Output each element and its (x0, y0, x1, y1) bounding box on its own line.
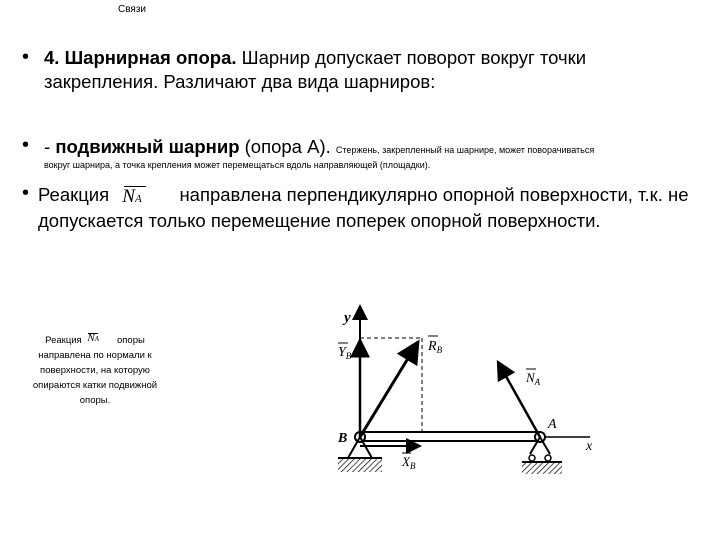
bullet-reaction-before: Реакция (38, 184, 110, 205)
bullet-hinged-support-text: Шарнир допускает поворот вокруг точки закрепления. Различают два вида шарниров: (44, 47, 587, 92)
bullet-movable-hinge (44, 136, 714, 161)
x-axis-label: x (586, 439, 593, 454)
caption-vector-symbol (84, 333, 114, 345)
bullet-marker: • (22, 182, 30, 204)
reaction-rb-letter: R (428, 339, 437, 354)
component-yb-letter: Y (338, 345, 346, 360)
reaction-symbol-subscript: A (134, 193, 142, 205)
bullet-movable-hinge-note-cont: вокруг шарнира, а точка крепления может перемещаться вдоль направляющей (площадки). (44, 160, 431, 170)
point-a-label: A (548, 417, 557, 432)
bullet-reaction (38, 182, 708, 234)
bullet-movable-hinge-note: Стержень, закрепленный на шарнире, может поворачиваться (335, 145, 595, 155)
reaction-vector-symbol (114, 182, 174, 208)
support-diagram (330, 296, 600, 496)
roller-a-1 (529, 455, 535, 461)
component-xb-label (401, 454, 416, 471)
reaction-na-subscript: A (534, 377, 541, 387)
bullet-movable-hinge-prefix: - (44, 136, 56, 157)
component-yb-label (338, 345, 352, 361)
bullet-marker: • (22, 46, 30, 68)
ground-b-hatch (338, 458, 382, 472)
component-xb-subscript: B (409, 461, 416, 471)
component-yb-subscript: B (345, 351, 352, 361)
component-xb-letter: X (402, 454, 410, 469)
bullet-movable-hinge-text: (опора А). (239, 136, 336, 157)
reaction-rb-subscript: B (436, 345, 443, 355)
ground-a-hatch (522, 462, 562, 474)
bullet-movable-hinge-title: подвижный шарнир (55, 136, 240, 157)
reaction-na-letter: N (526, 370, 535, 385)
caption-symbol-subscript: A (94, 335, 99, 343)
reaction-rb-label (427, 339, 443, 355)
reaction-symbol-letter: N (122, 186, 135, 207)
bullet-hinged-support-title: 4. Шарнирная опора. (44, 47, 237, 68)
figure-caption (20, 333, 170, 408)
page-title: Связи (118, 4, 147, 15)
roller-a-2 (545, 455, 551, 461)
reaction-na-label (525, 370, 541, 387)
caption-after: опоры направлена по нормали к поверхности, на которую опираются катки подвижной опоры. (32, 335, 158, 406)
bullet-hinged-support (44, 46, 704, 94)
beam (360, 432, 540, 441)
y-axis-label: y (344, 310, 351, 326)
point-b-label: B (338, 431, 348, 446)
caption-symbol-letter: N (87, 332, 95, 344)
bullet-marker: • (22, 134, 30, 156)
reaction-rb-arrow (360, 342, 418, 437)
bullet-reaction-after: направлена перпендикулярно опорной поверхности, т.к. не допускается только перемещение поперек опорной поверхности. (38, 184, 689, 231)
caption-before: Реакция (45, 335, 82, 346)
